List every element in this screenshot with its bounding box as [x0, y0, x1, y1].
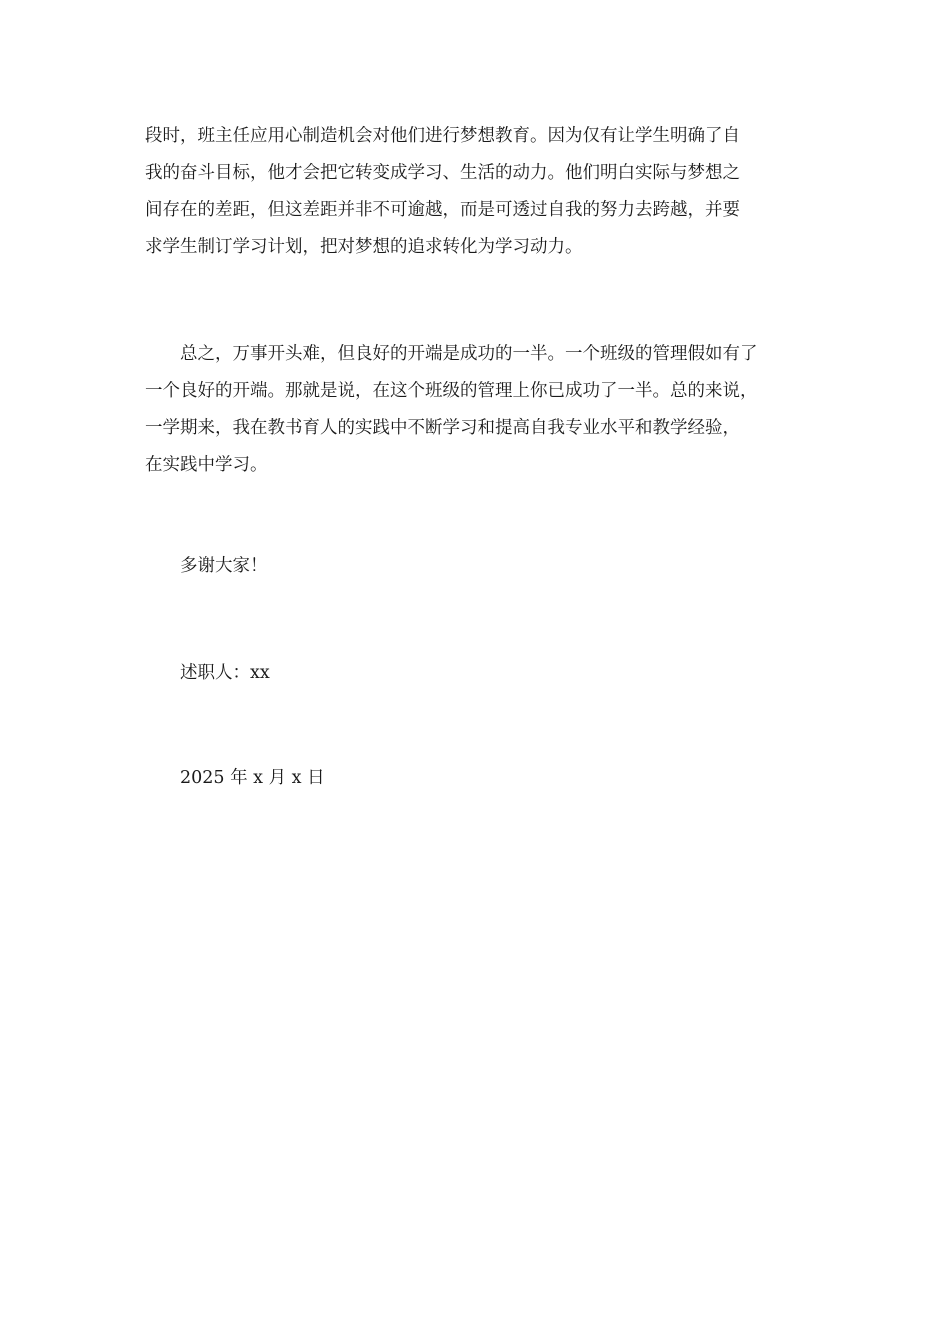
paragraph-line: 一个良好的开端。那就是说，在这个班级的管理上你已成功了一半。总的来说， — [145, 381, 758, 401]
paragraph-line: 我的奋斗目标，他才会把它转变成学习、生活的动力。他们明白实际与梦想之 — [145, 163, 740, 183]
paragraph-line: 求学生制订学习计划，把对梦想的追求转化为学习动力。 — [145, 237, 583, 257]
body-paragraph-1 — [145, 118, 810, 266]
body-paragraph-2 — [145, 336, 810, 484]
paragraph-line: 在实践中学习。 — [145, 455, 268, 475]
paragraph-line: 一学期来，我在教书育人的实践中不断学习和提高自我专业水平和教学经验， — [145, 418, 740, 438]
closing-remark — [145, 548, 810, 585]
closing-text: 多谢大家！ — [145, 556, 268, 576]
signature-line — [145, 655, 810, 692]
signer-text: 述职人：xx — [145, 663, 270, 683]
paragraph-line: 总之，万事开头难，但良好的开端是成功的一半。一个班级的管理假如有了 — [145, 344, 758, 364]
date-line — [145, 760, 810, 797]
paragraph-line: 间存在的差距，但这差距并非不可逾越，而是可透过自我的努力去跨越，并要 — [145, 200, 740, 220]
date-text: 2025 年 x 月 x 日 — [145, 768, 325, 788]
paragraph-line: 段时，班主任应用心制造机会对他们进行梦想教育。因为仅有让学生明确了自 — [145, 126, 740, 146]
